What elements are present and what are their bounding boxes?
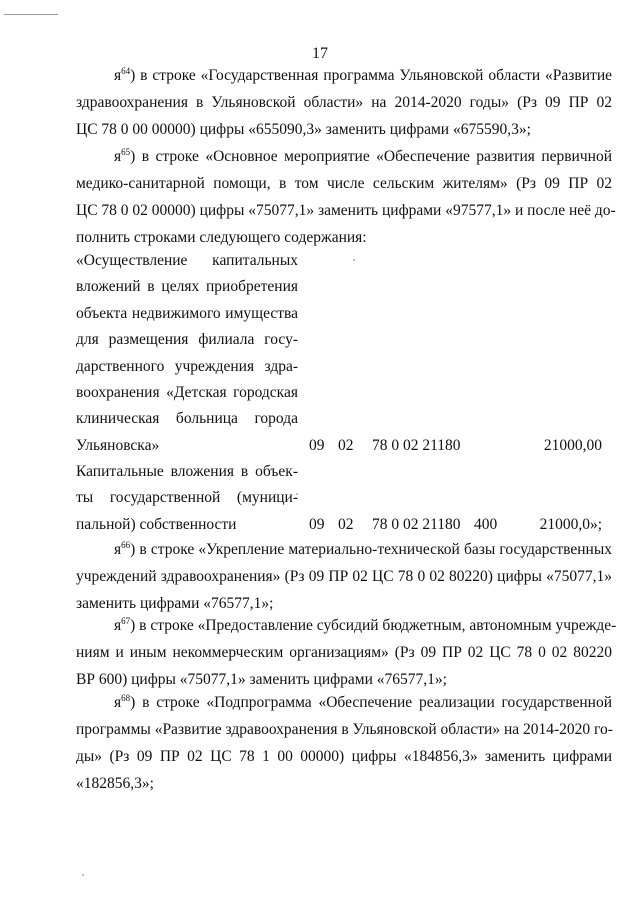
table-row xyxy=(76,512,612,538)
pr-cell: 02 xyxy=(338,515,354,533)
scan-dot xyxy=(82,874,84,876)
amendment-item xyxy=(76,689,612,797)
rz-cell: 09 xyxy=(309,515,325,533)
cell-line: для размещения филиала госу- xyxy=(76,331,298,349)
item-number: 65 xyxy=(121,147,131,157)
amendment-item xyxy=(76,143,616,251)
amendment-item xyxy=(76,62,612,143)
paragraph-line: $я^{67}$) в строке «Предоставление субсидий бюджетным, автономным учрежде- xyxy=(114,616,617,634)
paragraph-line: «182856,3»; xyxy=(76,775,154,792)
cs-cell: 78 0 02 21180 xyxy=(372,436,461,454)
item-number: 67 xyxy=(121,616,131,626)
cell-line: дарственного учреждения здра- xyxy=(76,357,298,375)
sum-cell: 21000,0»; xyxy=(539,515,602,533)
paragraph-line: $я^{65}$) в строке «Основное мероприятие «Обеспечение развития первичной xyxy=(114,147,612,165)
paragraph-line: программы «Развитие здравоохранения в Ульяновской области» на 2014-2020 го- xyxy=(76,721,613,738)
paragraph-line: $я^{64}$) в строке «Государственная программа Ульяновской области «Развитие xyxy=(114,66,612,84)
sum-cell: 21000,00 xyxy=(543,436,602,454)
cell-line: «Осуществление капитальных xyxy=(76,252,298,269)
paragraph-line: ЦС 78 0 00 00000) цифры «655090,3» заменить цифрами «675590,3»; xyxy=(76,121,531,138)
paragraph-line: ниям и иным некоммерческим организациям» (Рз 09 ПР 02 ЦС 78 0 02 80220 xyxy=(76,644,612,661)
paragraph-line: медико-санитарной помощи, в том числе сельским жителям» (Рз 09 ПР 02 xyxy=(76,175,612,192)
item-number: 64 xyxy=(121,66,131,76)
paragraph-line: полнить строками следующего содержания: xyxy=(76,229,367,246)
cell-line: вложений в целях приобретения xyxy=(76,278,298,296)
cell-line: пальной) собственности xyxy=(76,515,237,533)
paragraph-line: ВР 600) цифры «75077,1» заменить цифрами «76577,1»; xyxy=(76,671,447,688)
cell-line: воохранения «Детская городская xyxy=(76,383,298,401)
paragraph-line: ЦС 78 0 02 00000) цифры «75077,1» заменить цифрами «97577,1» и после неё до- xyxy=(76,202,616,219)
scan-mark-top xyxy=(4,14,58,15)
cell-line: Капитальные вложения в объек- xyxy=(76,463,298,480)
paragraph-line: заменить цифрами «76577,1»; xyxy=(76,595,274,612)
paragraph-line: ды» (Рз 09 ПР 02 ЦС 78 1 00 00000) цифры «184856,3» заменить цифрами xyxy=(76,748,612,765)
paragraph-line: учреждений здравоохранения» (Рз 09 ПР 02 ЦС 78 0 02 80220) цифры «75077,1» xyxy=(76,568,612,585)
scan-dot xyxy=(353,259,355,261)
item-number: 66 xyxy=(121,540,131,550)
item-number: 68 xyxy=(121,693,131,703)
rz-cell: 09 xyxy=(309,436,325,454)
table-row xyxy=(76,433,612,459)
row-name-cell xyxy=(76,248,298,459)
vr-cell: 400 xyxy=(474,515,498,533)
amendment-item xyxy=(76,612,617,693)
amendment-item xyxy=(76,536,612,617)
paragraph-line: $я^{68}$) в строке «Подпрограмма «Обеспечение реализации государственной xyxy=(114,693,612,711)
cell-line: клиническая больница города xyxy=(76,410,298,428)
cs-cell: 78 0 02 21180 xyxy=(372,515,461,533)
cell-line: ты государственной (муници- xyxy=(76,489,298,507)
pr-cell: 02 xyxy=(338,436,354,454)
cell-line: объекта недвижимого имущества xyxy=(76,304,298,322)
paragraph-line: здравоохранения в Ульяновской области» на 2014-2020 годы» (Рз 09 ПР 02 xyxy=(76,94,612,111)
paragraph-line: $я^{66}$) в строке «Укрепление материально-технической базы государственных xyxy=(114,540,612,558)
page-number: 17 xyxy=(312,45,328,62)
cell-line: Ульяновска» xyxy=(76,436,160,454)
